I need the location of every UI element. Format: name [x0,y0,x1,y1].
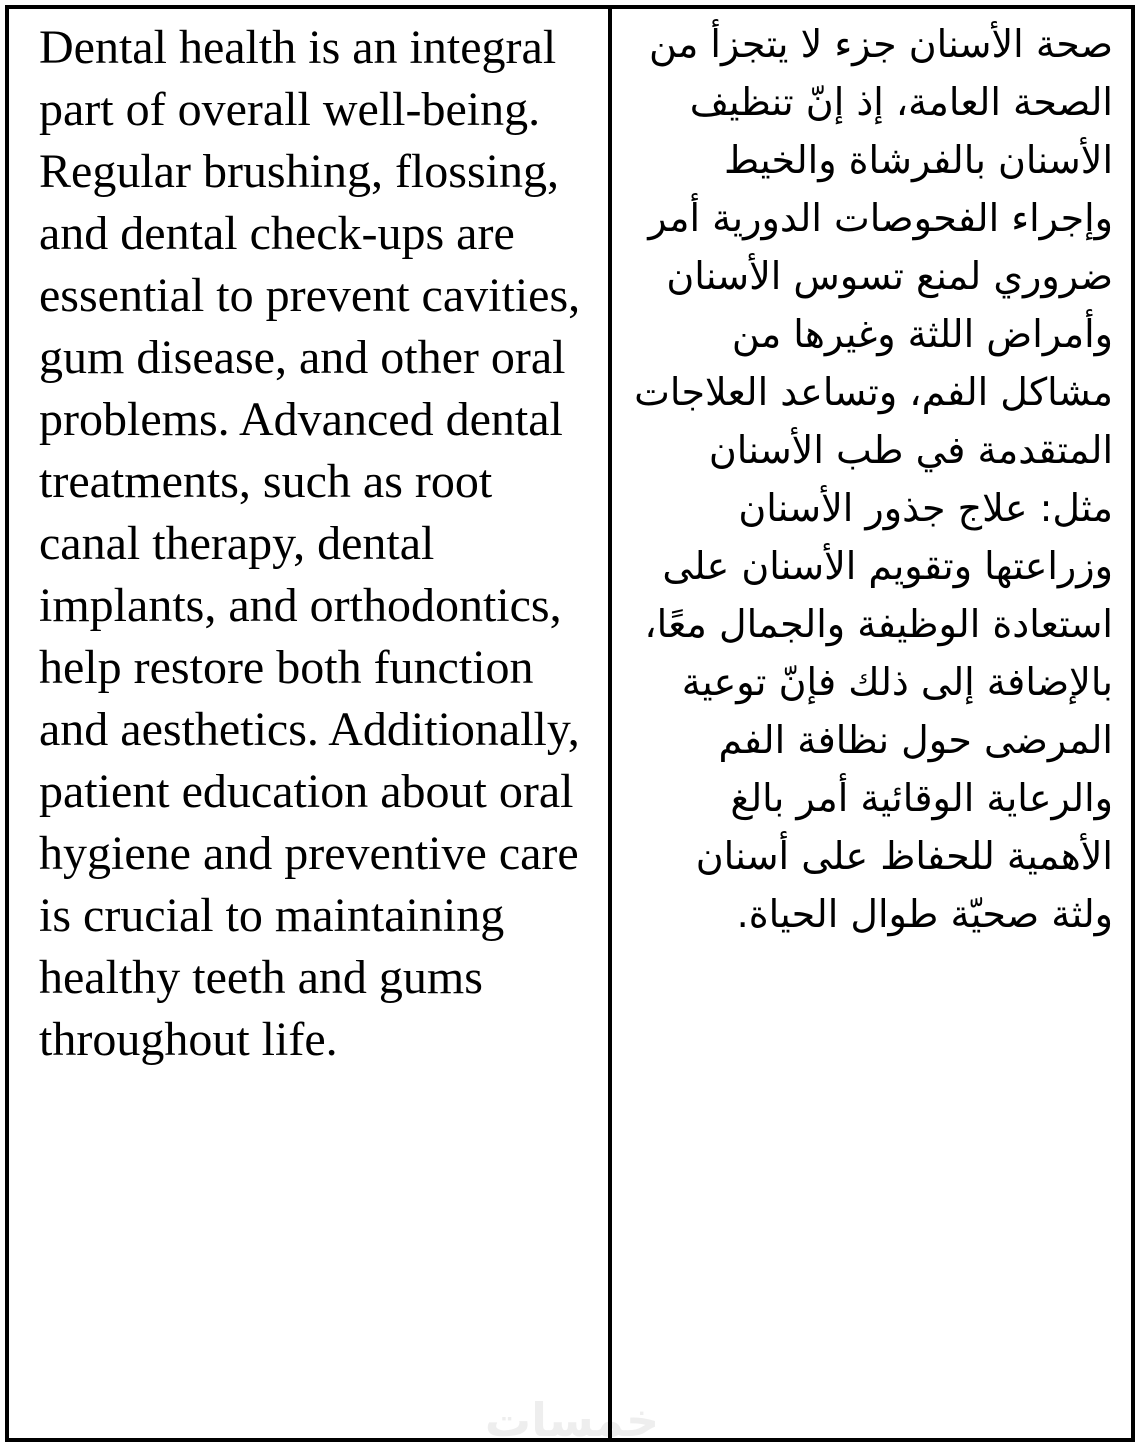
english-text-cell: Dental health is an integral part of overall well-being. Regular brushing, flossing, and dental check-ups are essential to prevent cavities, gum disease, and other oral problems. Advanced dental treatments, such as root canal therapy, dental implants, and orthodontics, help restore both function and aesthetics. Additionally, patient education about oral hygiene and preventive care is crucial to maintaining healthy teeth and gums throughout life. [9,9,612,1438]
khamsat-watermark: خمسات [484,1393,660,1447]
translation-table [5,5,1135,1442]
arabic-text-cell: صحة الأسنان جزء لا يتجزأ من الصحة العامة، إذ إنّ تنظيف الأسنان بالفرشاة والخيط وإجراء الفحوصات الدورية أمر ضروري لمنع تسوس الأسنان وأمراض اللثة وغيرها من مشاكل الفم، وتساعد العلاجات المتقدمة في طب الأسنان مثل: علاج جذور الأسنان وزراعتها وتقويم الأسنان على استعادة الوظيفة والجمال معًا، بالإضافة إلى ذلك فإنّ توعية المرضى حول نظافة الفم والرعاية الوقائية أمر بالغ الأهمية للحفاظ على أسنان ولثة صحيّة طوال الحياة. [634,22,1113,936]
